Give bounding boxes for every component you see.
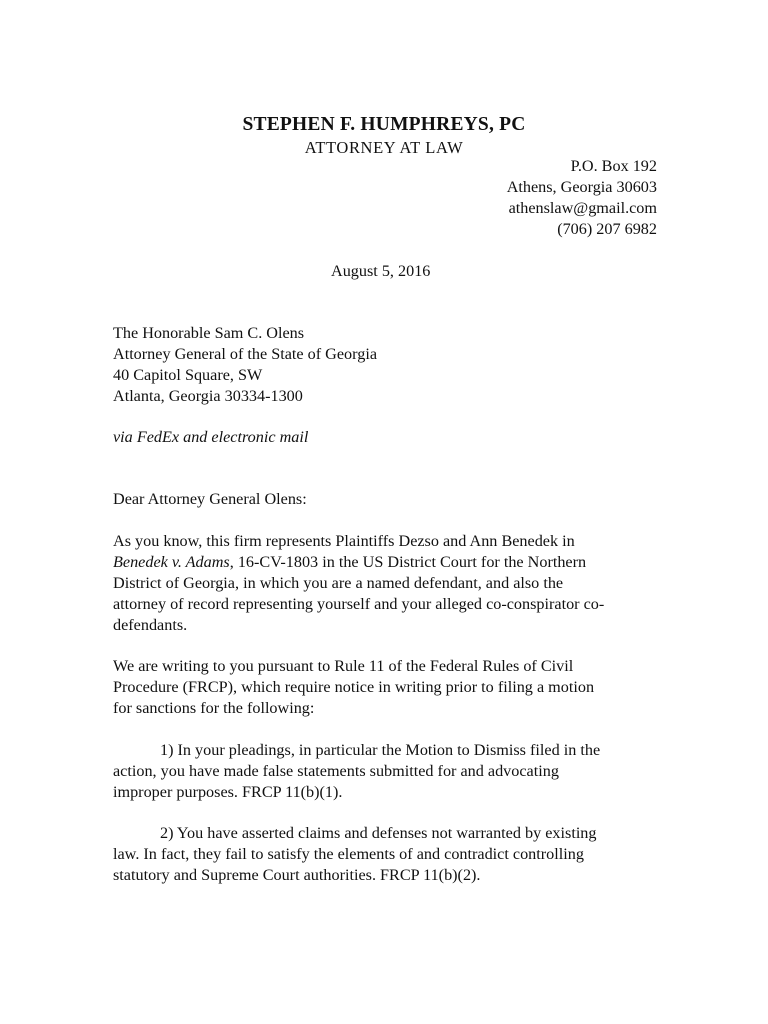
- case-details: , 16-CV-1803 in the US District Court for the Northern: [229, 553, 587, 571]
- paragraph-line: defendants.: [113, 616, 188, 634]
- paragraph-rule-11-notice: [113, 656, 653, 719]
- case-name: Benedek v. Adams: [113, 553, 230, 571]
- paragraph-line: Procedure (FRCP), which require notice in writing prior to filing a motion: [113, 678, 595, 696]
- paragraph-line: for sanctions for the following:: [113, 699, 315, 717]
- paragraph-line: 1) In your pleadings, in particular the Motion to Dismiss filed in the: [160, 741, 601, 759]
- firm-title: ATTORNEY AT LAW: [304, 138, 464, 157]
- firm-phone: (706) 207 6982: [557, 220, 657, 238]
- recipient-title: Attorney General of the State of Georgia: [113, 345, 378, 363]
- paragraph-representation: [113, 531, 653, 636]
- paragraph-line: 2) You have asserted claims and defenses not warranted by existing: [160, 824, 597, 842]
- delivery-method: via FedEx and electronic mail: [113, 428, 309, 446]
- paragraph-line: As you know, this firm represents Plaintiffs Dezso and Ann Benedek in: [113, 532, 575, 550]
- letter-date: August 5, 2016: [331, 262, 431, 280]
- numbered-item-2: [113, 823, 653, 886]
- paragraph-line: improper purposes. FRCP 11(b)(1).: [113, 783, 343, 801]
- firm-address-block: [507, 156, 657, 240]
- paragraph-line: District of Georgia, in which you are a named defendant, and also the: [113, 574, 564, 592]
- paragraph-line: statutory and Supreme Court authorities. FRCP 11(b)(2).: [113, 866, 481, 884]
- numbered-item-1: [113, 740, 653, 803]
- paragraph-line: law. In fact, they fail to satisfy the elements of and contradict controlling: [113, 845, 584, 863]
- paragraph-line: [113, 552, 653, 573]
- city-state-zip: Athens, Georgia 30603: [506, 178, 657, 196]
- po-box: P.O. Box 192: [570, 157, 657, 175]
- paragraph-line: attorney of record representing yourself and your alleged co-conspirator co-: [113, 595, 605, 613]
- paragraph-line: action, you have made false statements submitted for and advocating: [113, 762, 559, 780]
- firm-email: athenslaw@gmail.com: [508, 199, 657, 217]
- salutation: Dear Attorney General Olens:: [113, 490, 307, 508]
- recipient-address-block: [113, 323, 377, 407]
- recipient-city: Atlanta, Georgia 30334-1300: [113, 387, 303, 405]
- recipient-street: 40 Capitol Square, SW: [113, 366, 263, 384]
- firm-name: STEPHEN F. HUMPHREYS, PC: [242, 114, 526, 135]
- recipient-name: The Honorable Sam C. Olens: [113, 324, 305, 342]
- paragraph-line: We are writing to you pursuant to Rule 11 of the Federal Rules of Civil: [113, 657, 574, 675]
